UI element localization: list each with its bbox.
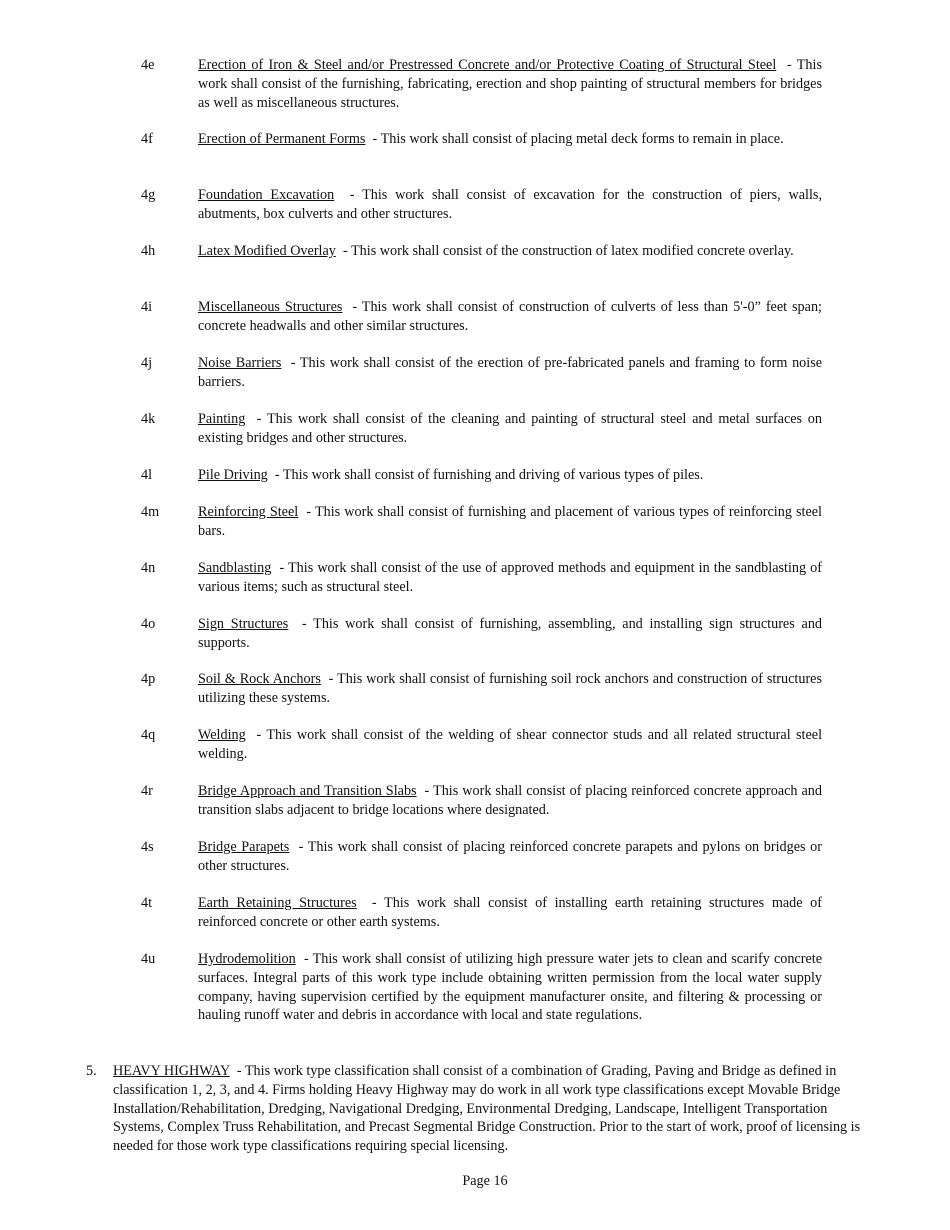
- item-title: Welding: [198, 727, 246, 743]
- item-description: Soil & Rock Anchors - This work shall consist of furnishing soil rock anchors and construction of structures utilizing these systems.: [198, 671, 823, 706]
- item-title: Bridge Approach and Transition Slabs: [198, 783, 417, 799]
- item-text: This work shall consist of furnishing soil rock anchors and construction of structures utilizing these systems.: [198, 671, 823, 706]
- section-number: 5.: [86, 1063, 97, 1079]
- item-code: 4o: [141, 616, 156, 632]
- item-description: Bridge Parapets - This work shall consist of placing reinforced concrete parapets and pylons on bridges or other structures.: [198, 839, 823, 874]
- item-title: Miscellaneous Structures: [198, 299, 343, 315]
- item-text: This work shall consist of excavation for the construction of piers, walls, abutments, box culverts and other structures.: [198, 187, 822, 222]
- item-title: Foundation Excavation: [198, 187, 335, 203]
- item-code: 4h: [141, 243, 156, 259]
- item-text: This work shall consist of the furnishing, fabricating, erection and shop painting of structural members for bridges as well as miscellaneous structures.: [198, 57, 822, 111]
- item-description: Latex Modified Overlay - This work shall consist of the construction of latex modified concrete overlay.: [198, 243, 794, 259]
- item-title: Sandblasting: [198, 560, 272, 576]
- item-title: Erection of Iron & Steel and/or Prestressed Concrete and/or Protective Coating of Structural Steel: [198, 57, 777, 73]
- page-number: Page 16: [462, 1173, 508, 1189]
- item-description: Reinforcing Steel - This work shall consist of furnishing and placement of various types of reinforcing steel bars.: [198, 504, 822, 539]
- item-code: 4s: [141, 839, 154, 855]
- item-description: Erection of Iron & Steel and/or Prestressed Concrete and/or Protective Coating of Structural Steel - This work shall consist of the furnishing, fabricating, erection and shop painting of structural members for bridges as well as miscellaneous structures.: [198, 57, 822, 111]
- item-description: Earth Retaining Structures - This work shall consist of installing earth retaining structures made of reinforced concrete or other earth systems.: [198, 895, 822, 930]
- item-code: 4j: [141, 355, 153, 371]
- item-text: This work shall consist of placing reinforced concrete parapets and pylons on bridges or other structures.: [198, 839, 823, 874]
- item-code: 4e: [141, 57, 155, 73]
- item-text: This work shall consist of the cleaning and painting of structural steel and metal surfaces on existing bridges and other structures.: [198, 411, 822, 446]
- item-code: 4t: [141, 895, 153, 911]
- section-text: This work type classification shall consist of a combination of Grading, Paving and Bridge as defined in classification 1, 2, 3, and 4. Firms holding Heavy Highway may do work in all work type classifications except Movable Bridge Installation/Rehabilitation, Dredging, Navigational Dredging, Environmental Dredging, Landscape, Intelligent Transportation Systems, Complex Truss Rehabilitation, and Precast Segmental Bridge Construction. Prior to the start of work, proof of licensing is needed for those work type classifications requiring special licensing.: [113, 1063, 861, 1155]
- item-code: 4q: [141, 727, 156, 743]
- item-code: 4p: [141, 671, 156, 687]
- item-text: This work shall consist of furnishing, assembling, and installing sign structures and supports.: [198, 616, 823, 651]
- item-text: This work shall consist of placing reinforced concrete approach and transition slabs adjacent to bridge locations where designated.: [198, 783, 822, 818]
- item-code: 4m: [141, 504, 160, 520]
- item-title: Latex Modified Overlay: [198, 243, 336, 259]
- item-text: This work shall consist of the use of approved methods and equipment in the sandblasting of various items; such as structural steel.: [198, 560, 822, 595]
- item-text: This work shall consist of installing earth retaining structures made of reinforced concrete or other earth systems.: [198, 895, 822, 930]
- item-title: Hydrodemolition: [198, 951, 296, 967]
- item-code: 4f: [141, 131, 153, 147]
- item-text: This work shall consist of construction of culverts of less than 5'-0” feet span; concrete headwalls and other similar structures.: [198, 299, 822, 334]
- item-description: Welding - This work shall consist of the welding of shear connector studs and all related structural steel welding.: [198, 727, 823, 762]
- item-code: 4g: [141, 187, 156, 203]
- item-description: Miscellaneous Structures - This work shall consist of construction of culverts of less than 5'-0” feet span; concrete headwalls and other similar structures.: [198, 299, 822, 334]
- item-title: Reinforcing Steel: [198, 504, 299, 520]
- item-code: 4i: [141, 299, 153, 315]
- item-title: Bridge Parapets: [198, 839, 290, 855]
- item-text: This work shall consist of the construction of latex modified concrete overlay.: [351, 243, 794, 259]
- item-text: This work shall consist of furnishing and driving of various types of piles.: [282, 467, 704, 483]
- item-code: 4u: [141, 951, 156, 967]
- item-description: Bridge Approach and Transition Slabs - This work shall consist of placing reinforced concrete approach and transition slabs adjacent to bridge locations where designated.: [198, 783, 822, 818]
- item-description: Pile Driving - This work shall consist of furnishing and driving of various types of piles.: [198, 467, 704, 483]
- item-description: Foundation Excavation - This work shall consist of excavation for the construction of piers, walls, abutments, box culverts and other structures.: [198, 187, 822, 222]
- item-code: 4r: [141, 783, 153, 799]
- item-code: 4l: [141, 467, 153, 483]
- item-code: 4n: [141, 560, 156, 576]
- item-description: Painting - This work shall consist of the cleaning and painting of structural steel and metal surfaces on existing bridges and other structures.: [198, 411, 822, 446]
- item-title: Noise Barriers: [198, 355, 282, 371]
- item-text: This work shall consist of placing metal deck forms to remain in place.: [380, 131, 784, 147]
- item-description: Sign Structures - This work shall consist of furnishing, assembling, and installing sign structures and supports.: [198, 616, 823, 651]
- item-text: This work shall consist of utilizing high pressure water jets to clean and scarify concrete surfaces. Integral parts of this work type include obtaining written permission from the local water supply company, having supervision certified by the equipment manufacturer onsite, and filtering & processing or hauling runoff water and debris in accordance with local and state regulations.: [198, 951, 822, 1024]
- section-title: HEAVY HIGHWAY: [113, 1063, 230, 1079]
- section-body: HEAVY HIGHWAY - This work type classification shall consist of a combination of Grading, Paving and Bridge as defined in classification 1, 2, 3, and 4. Firms holding Heavy Highway may do work in all work type classifications except Movable Bridge Installation/Rehabilitation, Dredging, Navigational Dredging, Environmental Dredging, Landscape, Intelligent Transportation Systems, Complex Truss Rehabilitation, and Precast Segmental Bridge Construction. Prior to the start of work, proof of licensing is needed for those work type classifications requiring special licensing.: [113, 1063, 861, 1155]
- item-description: Hydrodemolition - This work shall consist of utilizing high pressure water jets to clean and scarify concrete surfaces. Integral parts of this work type include obtaining written permission from the local water supply company, having supervision certified by the equipment manufacturer onsite, and filtering & processing or hauling runoff water and debris in accordance with local and state regulations.: [198, 951, 822, 1024]
- item-title: Soil & Rock Anchors: [198, 671, 321, 687]
- item-description: Noise Barriers - This work shall consist of the erection of pre-fabricated panels and framing to form noise barriers.: [198, 355, 823, 390]
- item-description: Erection of Permanent Forms - This work shall consist of placing metal deck forms to remain in place.: [198, 131, 784, 147]
- item-title: Painting: [198, 411, 246, 427]
- item-code: 4k: [141, 411, 156, 427]
- item-title: Pile Driving: [198, 467, 268, 483]
- item-title: Sign Structures: [198, 616, 289, 632]
- item-text: This work shall consist of the welding of shear connector studs and all related structural steel welding.: [198, 727, 823, 762]
- item-title: Earth Retaining Structures: [198, 895, 357, 911]
- item-text: This work shall consist of the erection of pre-fabricated panels and framing to form noise barriers.: [198, 355, 823, 390]
- item-description: Sandblasting - This work shall consist of the use of approved methods and equipment in the sandblasting of various items; such as structural steel.: [198, 560, 822, 595]
- item-text: This work shall consist of furnishing and placement of various types of reinforcing steel bars.: [198, 504, 822, 539]
- item-title: Erection of Permanent Forms: [198, 131, 366, 147]
